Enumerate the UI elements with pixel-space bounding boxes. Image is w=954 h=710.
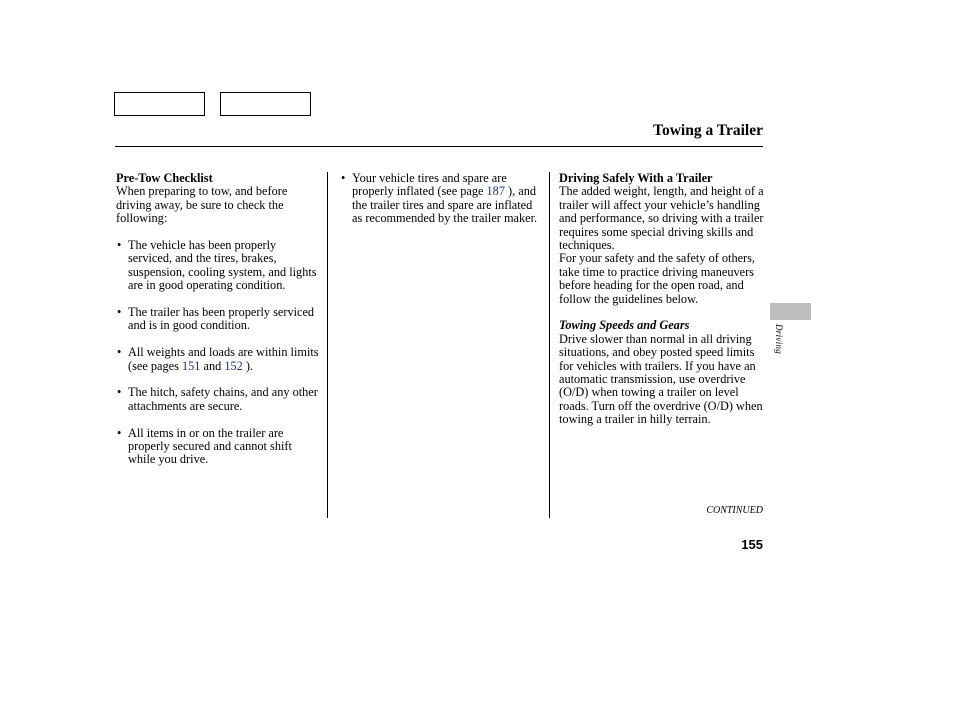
section-tab <box>770 303 811 320</box>
list-item-text: Your vehicle tires and spare are properly inflated (see page <box>352 171 507 199</box>
nav-back-button[interactable] <box>114 92 205 116</box>
list-item <box>116 346 321 373</box>
list-item: • The hitch, safety chains, and any other attachments are secure. <box>116 386 321 413</box>
list-item-text: All weights and loads are within limits (see pages <box>128 345 319 373</box>
page-link-187[interactable]: 187 <box>486 184 505 199</box>
driving-safely-heading: Driving Safely With a Trailer <box>559 171 713 185</box>
paragraph: Drive slower than normal in all driving situations, and obey posted speed limits for vehicles with trailers. If you have an automatic transmission, use overdrive (O/D) when towing a trailer on level roads. Turn off the overdrive (O/D) when towing a trailer in hilly terrain. <box>559 331 763 427</box>
list-item-text: and <box>200 358 225 373</box>
section-tab-label: Driving <box>774 324 784 355</box>
column-divider <box>549 172 550 518</box>
list-item: • The vehicle has been properly serviced, and the tires, brakes, suspension, cooling system, and lights are in good operating condition. <box>116 239 321 293</box>
left-column <box>116 172 321 467</box>
list-item-text: ). <box>242 358 254 373</box>
right-column <box>559 172 764 427</box>
paragraph: For your safety and the safety of others, take time to practice driving maneuvers before heading for the open road, and follow the guidelines below. <box>559 251 756 306</box>
checklist <box>116 239 321 467</box>
list-item <box>340 172 545 226</box>
paragraph: The added weight, length, and height of a trailer will affect your vehicle’s handling and performance, so driving with a trailer requires some special driving skills and techniques. <box>559 184 764 253</box>
continued-label: CONTINUED <box>706 505 763 516</box>
column-divider <box>327 172 328 518</box>
nav-contents-button[interactable] <box>220 92 311 116</box>
page-number: 155 <box>741 537 763 552</box>
list-item-text: ), and the trailer tires and spare are inflated as recommended by the trailer maker. <box>352 184 538 226</box>
pre-tow-checklist-heading: Pre-Tow Checklist <box>116 171 213 185</box>
checklist-continued <box>340 172 545 226</box>
intro-paragraph: When preparing to tow, and before driving away, be sure to check the following: <box>116 184 288 226</box>
list-item: • All items in or on the trailer are properly secured and cannot shift while you drive. <box>116 427 321 467</box>
header-rule <box>115 146 763 147</box>
page-link-151[interactable]: 151 <box>181 358 201 373</box>
page-link-152[interactable]: 152 <box>224 358 243 373</box>
towing-speeds-subheading: Towing Speeds and Gears <box>559 318 690 333</box>
middle-column <box>340 172 545 226</box>
list-item: • The trailer has been properly serviced and is in good condition. <box>116 306 321 333</box>
page-title: Towing a Trailer <box>653 122 763 139</box>
